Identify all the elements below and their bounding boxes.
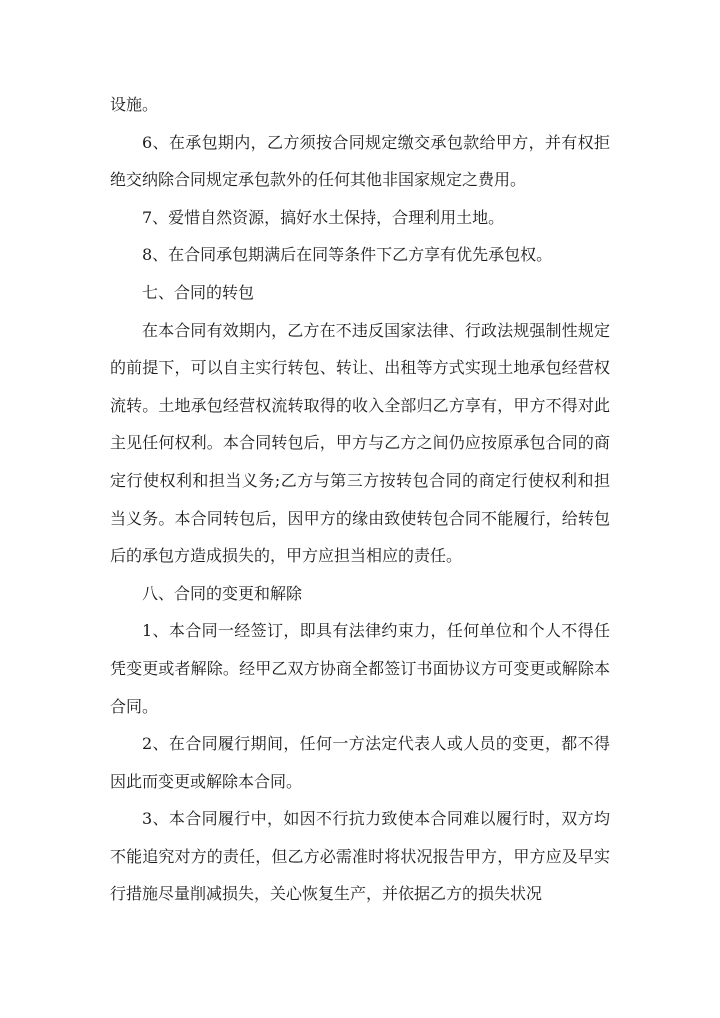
paragraph: 7、爱惜自然资源，搞好水土保持，合理利用土地。 bbox=[142, 207, 505, 227]
section-heading: 七、合同的转包 bbox=[142, 282, 255, 302]
paragraph: 在本合同有效期内，乙方在不违反国家法律、行政法规强制性规定的前提下，可以自主实行转包、转让、出租等方式实现土地承包经营权流转。土地承包经营权流转取得的收入全部归乙方享有，甲方不得对此主见任何权利。本合同转包后，甲方与乙方之间仍应按原承包合同的商定行使权利和担当义务;乙方与第三方按转包合同的商定行使权利和担当义务。本合同转包后，因甲方的缘由致使转包合同不能履行，给转包后的承包方造成损失的，甲方应担当相应的责任。 bbox=[110, 320, 610, 566]
section-heading: 八、合同的变更和解除 bbox=[142, 583, 303, 603]
paragraph: 6、在承包期内，乙方须按合同规定缴交承包款给甲方，并有权拒绝交纳除合同规定承包款外的任何其他非国家规定之费用。 bbox=[110, 132, 610, 190]
paragraph: 1、本合同一经签订，即具有法律约束力，任何单位和个人不得任凭变更或者解除。经甲乙双方协商全都签订书面协议方可变更或解除本合同。 bbox=[110, 621, 610, 716]
paragraph: 设施。 bbox=[110, 95, 159, 114]
document-body bbox=[110, 86, 610, 913]
paragraph: 3、本合同履行中，如因不行抗力致使本合同难以履行时，双方均不能追究对方的责任，但乙方必需准时将状况报告甲方，甲方应及早实行措施尽量削减损失，关心恢复生产，并依据乙方的损失状况 bbox=[110, 809, 610, 904]
paragraph: 8、在合同承包期满后在同等条件下乙方享有优先承包权。 bbox=[142, 245, 553, 265]
paragraph: 2、在合同履行期间，任何一方法定代表人或人员的变更，都不得因此而变更或解除本合同。 bbox=[110, 734, 610, 791]
